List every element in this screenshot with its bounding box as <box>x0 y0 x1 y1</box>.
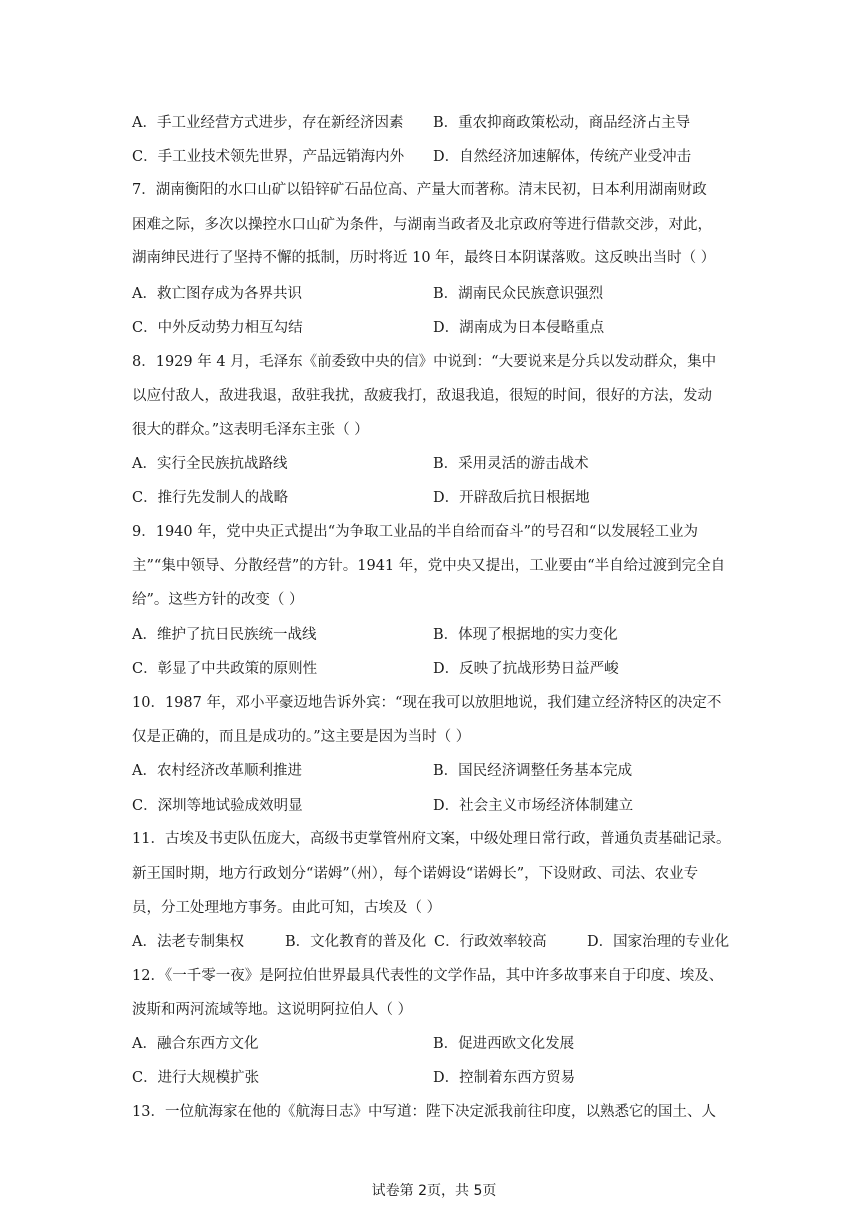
question-10-line-1: 10．1987 年，邓小平豪迈地告诉外宾：“现在我可以放胆地说，我们建立经济特区的决定不 <box>132 695 722 711</box>
question-11-line-1: 11．古埃及书吏队伍庞大，高级书吏掌管州府文案，中级处理日常行政，普通负责基础记录。 <box>132 831 731 847</box>
q12-option-b: B．促进西欧文化发展 <box>433 1036 575 1052</box>
q10-option-d: D．社会主义市场经济体制建立 <box>433 798 634 814</box>
option-b: B．重农抑商政策松动，商品经济占主导 <box>433 115 691 131</box>
q10-option-a: A．农村经济改革顺利推进 <box>132 763 302 779</box>
question-8-line-1: 8．1929 年 4 月，毛泽东《前委致中央的信》中说到：“大要说来是分兵以发动群众，集中 <box>132 354 717 370</box>
question-9-line-3: 给”。这些方针的改变（ ） <box>132 592 304 608</box>
question-11-line-2: 新王国时期，地方行政划分“诺姆”（州），每个诺姆设“诺姆长”，下设财政、司法、农业专 <box>132 866 699 882</box>
q11-option-c: C．行政效率较高 <box>434 934 547 950</box>
question-10-line-2: 仅是正确的，而且是成功的。”这主要是因为当时（ ） <box>132 729 471 745</box>
q12-option-a: A．融合东西方文化 <box>132 1036 259 1052</box>
question-13-line-1: 13．一位航海家在他的《航海日志》中写道：陛下决定派我前往印度，以熟悉它的国土、人 <box>132 1104 716 1120</box>
q9-option-c: C．彰显了中共政策的原则性 <box>132 661 318 677</box>
q9-option-d: D．反映了抗战形势日益严峻 <box>433 661 619 677</box>
q10-option-c: C．深圳等地试验成效明显 <box>132 798 303 814</box>
q8-option-c: C．推行先发制人的战略 <box>132 490 289 506</box>
question-7-line-2: 困难之际，多次以操控水口山矿为条件，与湖南当政者及北京政府等进行借款交涉，对此， <box>132 217 712 233</box>
q7-option-d: D．湖南成为日本侵略重点 <box>433 320 605 336</box>
question-9-line-1: 9．1940 年，党中央正式提出“为争取工业品的半自给而奋斗”的号召和“以发展轻工业为 <box>132 524 698 540</box>
q11-option-b: B．文化教育的普及化 <box>285 934 427 950</box>
q11-option-a: A．法老专制集权 <box>132 934 244 950</box>
q12-option-c: C．进行大规模扩张 <box>132 1070 260 1086</box>
q10-option-b: B．国民经济调整任务基本完成 <box>433 763 633 779</box>
question-12-line-1: 12．《一千零一夜》是阿拉伯世界最具代表性的文学作品，其中许多故事来自于印度、埃及、 <box>132 968 724 984</box>
option-d: D．自然经济加速解体，传统产业受冲击 <box>433 149 692 165</box>
question-8-line-2: 以应付敌人，敌进我退，敌驻我扰，敌疲我打，敌退我追，很短的时间，很好的方法，发动 <box>132 388 712 404</box>
q12-option-d: D．控制着东西方贸易 <box>433 1070 576 1086</box>
page-footer: 试卷第 2页，共 5页 <box>371 1183 497 1199</box>
q8-option-b: B．采用灵活的游击战术 <box>433 456 589 472</box>
question-7-line-1: 7．湖南衡阳的水口山矿以铅锌矿石品位高、产量大而著称。清末民初，日本利用湖南财政 <box>132 182 707 198</box>
option-c: C．手工业技术领先世界，产品远销海内外 <box>132 149 405 165</box>
q7-option-a: A．救亡图存成为各界共识 <box>132 286 302 302</box>
question-11-line-3: 员，分工处理地方事务。由此可知，古埃及（ ） <box>132 900 442 916</box>
q8-option-d: D．开辟敌后抗日根据地 <box>433 490 590 506</box>
question-12-line-2: 波斯和两河流域等地。这说明阿拉伯人（ ） <box>132 1002 413 1018</box>
question-7-line-3: 湖南绅民进行了坚持不懈的抵制，历时将近 10 年，最终日本阴谋落败。这反映出当时（ ） <box>132 250 716 266</box>
q9-option-a: A．维护了抗日民族统一战线 <box>132 627 317 643</box>
q7-option-c: C．中外反动势力相互勾结 <box>132 320 303 336</box>
question-9-line-2: 主”“集中领导、分散经营”的方针。1941 年，党中央又提出，工业要由“半自给过渡到完全自 <box>132 558 726 574</box>
option-a: A．手工业经营方式进步，存在新经济因素 <box>132 115 404 131</box>
q7-option-b: B．湖南民众民族意识强烈 <box>433 286 604 302</box>
q9-option-b: B．体现了根据地的实力变化 <box>433 627 618 643</box>
q8-option-a: A．实行全民族抗战路线 <box>132 456 288 472</box>
question-8-line-3: 很大的群众。”这表明毛泽东主张（ ） <box>132 422 369 438</box>
q11-option-d: D．国家治理的专业化 <box>587 934 730 950</box>
